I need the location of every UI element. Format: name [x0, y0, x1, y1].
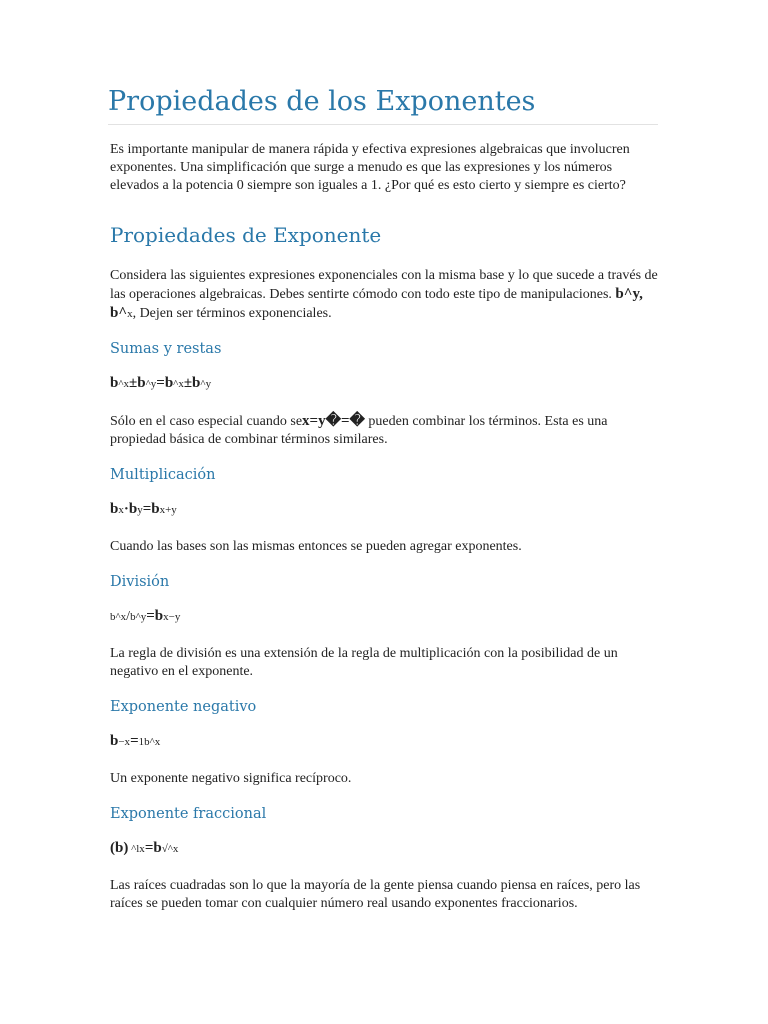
formula-part: b — [110, 501, 119, 517]
formula-negativo — [110, 733, 658, 750]
formula-part: ^y — [200, 378, 212, 390]
formula-part: b — [110, 733, 119, 749]
term-b-y: b^y, — [615, 286, 643, 302]
subheading-fraccional: Exponente fraccional — [110, 806, 267, 822]
term-x: x — [127, 308, 133, 320]
subheading-sumas: Sumas y restas — [110, 341, 222, 357]
formula-part: =b — [146, 608, 164, 624]
formula-part: x — [118, 504, 124, 516]
formula-part: √^x — [161, 843, 179, 855]
formula-part: x+y — [159, 504, 177, 516]
formula-part: ^x — [173, 378, 184, 390]
formula-part: =b — [144, 840, 162, 856]
formula-part: = — [130, 733, 139, 749]
formula-part: =b — [142, 501, 160, 517]
sumas-text-a: Sólo en el caso especial cuando se — [110, 414, 303, 429]
formula-part: x−y — [163, 611, 181, 623]
term-b: b^ — [110, 305, 128, 321]
formula-fraccional — [110, 840, 658, 857]
formula-part: b — [110, 375, 119, 391]
formula-part: ^lx — [128, 843, 145, 855]
formula-part: ^x — [118, 378, 130, 390]
formula-sumas — [110, 375, 658, 392]
formula-part: ±b — [183, 375, 201, 391]
formula-multiplicacion — [110, 501, 658, 518]
formula-part: / — [126, 609, 131, 624]
formula-part: =b — [156, 375, 174, 391]
multiplicacion-paragraph: Cuando las bases son las mismas entonces se pueden agregar exponentes. — [110, 539, 522, 554]
sumas-condition: x=y�=� — [302, 413, 365, 429]
intro-paragraph: Es importante manipular de manera rápida y efectiva expresiones algebraicas que involucren exponentes. Una simplificación que surge a menudo es que las expresiones y los números elevados a la potencia 0 siempre son iguales a 1. ¿Por qué es esto cierto y siempre es cierto? — [110, 142, 630, 193]
subheading-division: División — [110, 574, 170, 590]
formula-part: ^y — [145, 378, 157, 390]
section-intro-paragraph — [110, 267, 660, 323]
negativo-paragraph: Un exponente negativo significa recíproco. — [110, 771, 352, 786]
section-heading: Propiedades de Exponente — [110, 223, 382, 247]
formula-part: ·b — [123, 501, 138, 517]
page-title: Propiedades de los Exponentes — [108, 86, 658, 125]
fraccional-paragraph: Las raíces cuadradas son lo que la mayoría de la gente piensa cuando piensa en raíces, pero las raíces se pueden tomar con cualquier número real usando exponentes fraccionarios. — [110, 878, 641, 911]
sumas-paragraph — [110, 412, 660, 449]
subheading-multiplicacion: Multiplicación — [110, 467, 216, 483]
formula-part: b^y — [130, 611, 147, 623]
formula-part: ±b — [129, 375, 146, 391]
section-intro-tail: , Dejen ser términos exponenciales. — [132, 306, 332, 321]
division-paragraph: La regla de división es una extensión de la regla de multiplicación con la posibilidad de un negativo en el exponente. — [110, 646, 618, 679]
section-intro-text: Considera las siguientes expresiones exponenciales con la misma base y lo que sucede a través de las operaciones algebraicas. Debes sentirte cómodo con todo este tipo de manipulaciones. — [110, 268, 658, 302]
formula-part: −x — [118, 736, 131, 748]
subheading-negativo: Exponente negativo — [110, 699, 257, 715]
formula-division — [110, 608, 658, 625]
formula-part: b^x — [110, 611, 127, 623]
sumas-text-c: pueden combinar los términos. Esta es una propiedad básica de combinar términos similares. — [110, 414, 608, 447]
formula-part: (b) — [110, 840, 129, 856]
formula-part: y — [137, 504, 143, 516]
formula-part: 1b^x — [138, 736, 161, 748]
